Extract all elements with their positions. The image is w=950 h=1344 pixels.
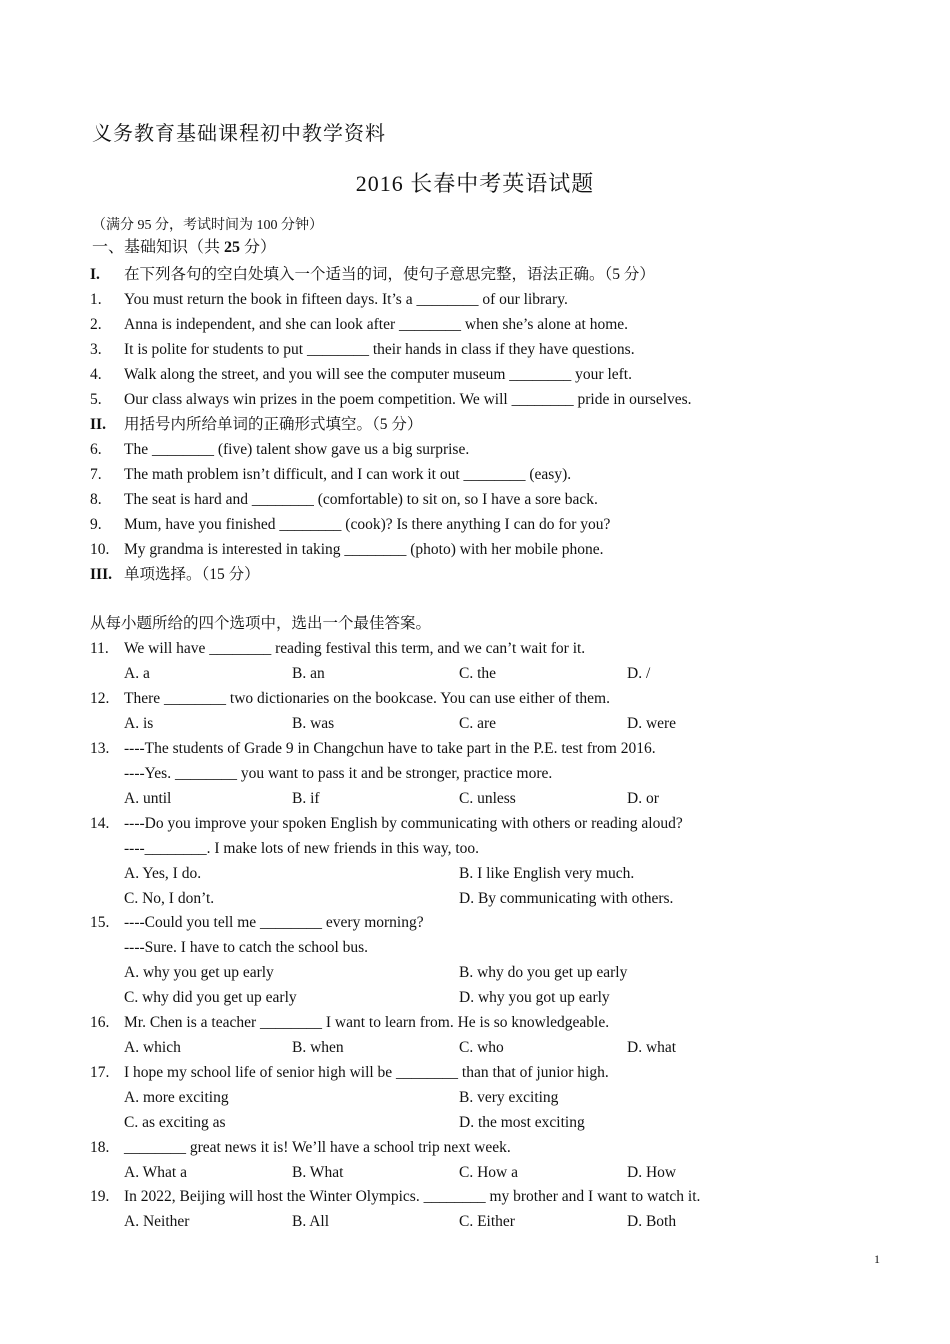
option-c: C. why did you get up early xyxy=(124,989,297,1006)
option-c: C. unless xyxy=(459,790,516,807)
question-line xyxy=(0,839,950,864)
instruction-text: 从每小题所给的四个选项中，选出一个最佳答案。 xyxy=(90,615,432,632)
options-row xyxy=(0,664,950,689)
section-text: 用括号内所给单词的正确形式填空。（5 分） xyxy=(124,416,423,433)
option-b: B. if xyxy=(292,790,320,807)
section-instruction xyxy=(0,614,950,639)
question-text: Anna is independent, and she can look after ________ when she’s alone at home. xyxy=(124,316,629,333)
page-title: 2016 长春中考英语试题 xyxy=(355,171,595,196)
question-text: The ________ (five) talent show gave us a big surprise. xyxy=(124,441,470,458)
question-text-2: ----Yes. ________ you want to pass it and be stronger, practice more. xyxy=(124,765,553,782)
question xyxy=(0,1138,950,1163)
question-text-2: ----________. I make lots of new friends in this way, too. xyxy=(124,840,479,857)
option-d: D. By communicating with others. xyxy=(459,890,674,907)
question-text: Mr. Chen is a teacher ________ I want to learn from. He is so knowledgeable. xyxy=(124,1014,610,1031)
question-number: 16. xyxy=(90,1014,110,1031)
options-row xyxy=(0,988,950,1013)
option-d: D. were xyxy=(627,715,677,732)
question-number: 10. xyxy=(90,541,110,558)
option-c: C. the xyxy=(459,665,497,682)
question-text: I hope my school life of senior high will be ________ than that of junior high. xyxy=(124,1064,609,1081)
option-a: A. Neither xyxy=(124,1213,190,1230)
header-title: 义务教育基础课程初中教学资料 xyxy=(92,123,386,145)
question-number: 19. xyxy=(90,1188,110,1205)
question-number: 12. xyxy=(90,690,110,707)
question xyxy=(0,1187,950,1212)
question xyxy=(0,365,950,390)
section-heading xyxy=(0,265,950,290)
question-number: 18. xyxy=(90,1139,110,1156)
question-number: 4. xyxy=(90,366,102,383)
question xyxy=(0,340,950,365)
option-d: D. or xyxy=(627,790,659,807)
section-heading xyxy=(0,565,950,590)
option-a: A. more exciting xyxy=(124,1089,229,1106)
question-text: My grandma is interested in taking ________ (photo) with her mobile phone. xyxy=(124,541,604,558)
options-row xyxy=(0,1088,950,1113)
option-c: C. who xyxy=(459,1039,504,1056)
question xyxy=(0,490,950,515)
question-text: Mum, have you finished ________ (cook)? Is there anything I can do for you? xyxy=(124,516,611,533)
question xyxy=(0,515,950,540)
option-b: B. why do you get up early xyxy=(459,964,628,981)
question-number: 7. xyxy=(90,466,102,483)
option-a: A. which xyxy=(124,1039,181,1056)
options-row xyxy=(0,714,950,739)
section-text: 单项选择。（15 分） xyxy=(124,566,260,583)
option-d: D. How xyxy=(627,1164,677,1181)
question-text: Walk along the street, and you will see the computer museum ________ your left. xyxy=(124,366,632,383)
question-text: There ________ two dictionaries on the bookcase. You can use either of them. xyxy=(124,690,610,707)
section-text: 在下列各句的空白处填入一个适当的词，使句子意思完整，语法正确。（5 分） xyxy=(124,266,655,283)
question-number: 5. xyxy=(90,391,102,408)
question xyxy=(0,390,950,415)
question xyxy=(0,639,950,664)
question-number: 14. xyxy=(90,815,110,832)
options-row xyxy=(0,963,950,988)
question xyxy=(0,540,950,565)
options-row xyxy=(0,1038,950,1063)
option-a: A. a xyxy=(124,665,150,682)
question-text: The seat is hard and ________ (comfortable) to sit on, so I have a sore back. xyxy=(124,491,598,508)
question-number: 9. xyxy=(90,516,102,533)
option-d: D. why you got up early xyxy=(459,989,610,1006)
question-text: ----Could you tell me ________ every morning? xyxy=(124,914,424,931)
options-row xyxy=(0,1212,950,1237)
option-b: B. when xyxy=(292,1039,344,1056)
question-text: The math problem isn’t difficult, and I can work it out ________ (easy). xyxy=(124,466,572,483)
question-text: Our class always win prizes in the poem competition. We will ________ pride in ourselves. xyxy=(124,391,692,408)
question xyxy=(0,315,950,340)
question xyxy=(0,739,950,764)
question xyxy=(0,913,950,938)
question xyxy=(0,1063,950,1088)
question-number: 2. xyxy=(90,316,102,333)
options-row xyxy=(0,789,950,814)
option-b: B. was xyxy=(292,715,335,732)
options-row xyxy=(0,1163,950,1188)
question-number: 15. xyxy=(90,914,110,931)
question-number: 17. xyxy=(90,1064,110,1081)
option-c: C. as exciting as xyxy=(124,1114,226,1131)
question-text: In 2022, Beijing will host the Winter Olympics. ________ my brother and I want to watch it. xyxy=(124,1188,701,1205)
section-roman: I. xyxy=(90,266,100,283)
option-d: D. / xyxy=(627,665,651,682)
option-a: A. until xyxy=(124,790,172,807)
question-number: 8. xyxy=(90,491,102,508)
option-b: B. I like English very much. xyxy=(459,865,635,882)
option-d: D. what xyxy=(627,1039,677,1056)
question xyxy=(0,290,950,315)
question-text: ----Do you improve your spoken English by communicating with others or reading aloud? xyxy=(124,815,683,832)
option-c: C. Either xyxy=(459,1213,515,1230)
option-b: B. an xyxy=(292,665,325,682)
question-line xyxy=(0,764,950,789)
question xyxy=(0,440,950,465)
part-heading-score: 25 xyxy=(224,239,241,256)
question-number: 1. xyxy=(90,291,102,308)
option-b: B. very exciting xyxy=(459,1089,559,1106)
page-number: 1 xyxy=(874,1252,880,1266)
part-heading-post: 分） xyxy=(240,239,277,256)
option-a: A. Yes, I do. xyxy=(124,865,202,882)
question xyxy=(0,1013,950,1038)
section-roman: III. xyxy=(90,566,112,583)
exam-info: （满分 95 分，考试时间为 100 分钟） xyxy=(92,218,323,233)
question-text: ----The students of Grade 9 in Changchun have to take part in the P.E. test from 2016. xyxy=(124,740,656,757)
question-line xyxy=(0,938,950,963)
options-row xyxy=(0,864,950,889)
question xyxy=(0,814,950,839)
option-b: B. All xyxy=(292,1213,330,1230)
question-number: 6. xyxy=(90,441,102,458)
question xyxy=(0,689,950,714)
option-d: D. the most exciting xyxy=(459,1114,585,1131)
question-number: 11. xyxy=(90,640,109,657)
options-row xyxy=(0,1113,950,1138)
option-c: C. are xyxy=(459,715,497,732)
question-number: 3. xyxy=(90,341,102,358)
option-b: B. What xyxy=(292,1164,344,1181)
option-c: C. How a xyxy=(459,1164,518,1181)
question-text: It is polite for students to put ________ their hands in class if they have questions. xyxy=(124,341,635,358)
part-heading xyxy=(92,234,276,257)
question-text: We will have ________ reading festival this term, and we can’t wait for it. xyxy=(124,640,586,657)
option-c: C. No, I don’t. xyxy=(124,890,215,907)
option-d: D. Both xyxy=(627,1213,677,1230)
question-number: 13. xyxy=(90,740,110,757)
question-text-2: ----Sure. I have to catch the school bus. xyxy=(124,939,369,956)
section-roman: II. xyxy=(90,416,106,433)
question-text: ________ great news it is! We’ll have a school trip next week. xyxy=(124,1139,511,1156)
section-heading xyxy=(0,415,950,440)
options-row xyxy=(0,889,950,914)
option-a: A. is xyxy=(124,715,154,732)
question-text: You must return the book in fifteen days. It’s a ________ of our library. xyxy=(124,291,568,308)
option-a: A. why you get up early xyxy=(124,964,274,981)
option-a: A. What a xyxy=(124,1164,187,1181)
part-heading-pre: 一、基础知识（共 xyxy=(92,239,225,256)
question xyxy=(0,465,950,490)
